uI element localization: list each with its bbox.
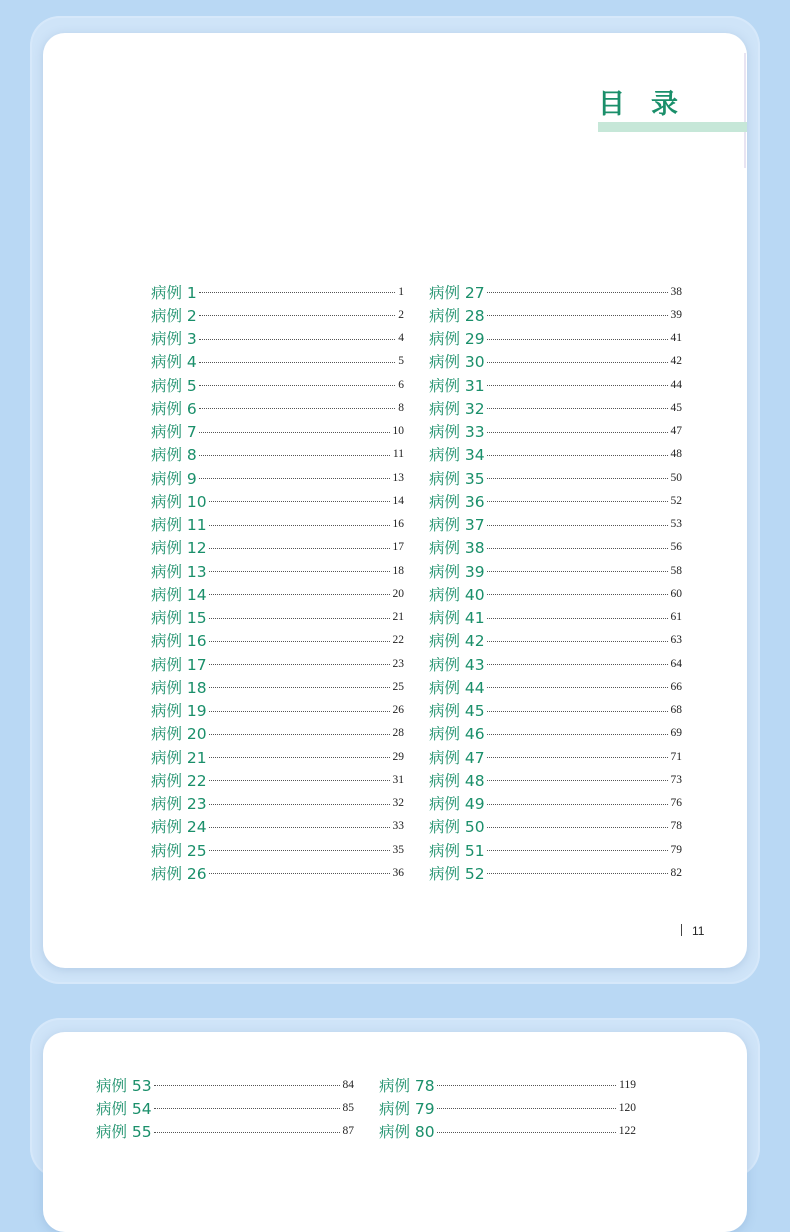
toc-entry-page: 60 xyxy=(670,587,682,600)
toc-entry xyxy=(429,489,682,512)
toc-entry-page: 73 xyxy=(670,773,682,786)
toc-entry-label: 病例 43 xyxy=(429,655,485,674)
toc-entry-label: 病例 19 xyxy=(151,702,207,720)
toc-entry-page: 56 xyxy=(670,541,682,554)
toc-entry xyxy=(151,675,404,698)
toc-entry-page: 18 xyxy=(392,564,404,577)
toc-entry-page: 84 xyxy=(342,1078,354,1091)
toc-leader-dots xyxy=(487,315,668,316)
toc-entry xyxy=(151,745,404,768)
toc-entry-label: 病例 30 xyxy=(429,353,485,372)
toc-entry xyxy=(429,838,682,861)
toc-entry xyxy=(429,303,682,326)
toc-entry xyxy=(429,536,682,559)
toc-entry-label: 病例 46 xyxy=(429,725,485,744)
toc-entry-page: 50 xyxy=(670,471,682,484)
toc-title-block xyxy=(598,88,747,138)
toc-entry-page: 69 xyxy=(670,727,682,740)
toc-entry-page: 68 xyxy=(670,704,682,716)
toc-entry xyxy=(379,1073,636,1096)
toc-leader-dots xyxy=(199,385,395,386)
toc-entry-label: 病例 4 xyxy=(151,353,197,372)
toc-entry xyxy=(429,745,682,768)
toc-entry xyxy=(151,536,404,559)
toc-entry-label: 病例 41 xyxy=(429,609,485,627)
toc-entry-page: 22 xyxy=(392,634,404,647)
toc-entry-page: 11 xyxy=(392,448,404,461)
toc-entry-page: 6 xyxy=(398,378,404,391)
toc-entry xyxy=(151,768,404,791)
toc-entry-page: 32 xyxy=(392,797,404,809)
toc-entry-page: 41 xyxy=(670,332,682,344)
toc-entry-page: 52 xyxy=(670,494,682,507)
toc-entry-page: 45 xyxy=(670,401,682,414)
toc-entry xyxy=(429,559,682,582)
toc-entry xyxy=(151,489,404,512)
toc-entry xyxy=(429,513,682,536)
toc-entry xyxy=(429,629,682,652)
toc-entry-label: 病例 16 xyxy=(151,632,207,651)
toc-entry-label: 病例 32 xyxy=(429,399,485,418)
toc-leader-dots xyxy=(437,1132,616,1133)
page-title: 目录 xyxy=(598,89,704,120)
toc-entry xyxy=(429,861,682,884)
toc-entry-page: 53 xyxy=(670,518,682,530)
toc-entry-label: 病例 9 xyxy=(151,469,197,488)
toc-entry-label: 病例 27 xyxy=(429,283,485,302)
page-frame-bottom xyxy=(30,1018,760,1178)
toc-entry xyxy=(429,792,682,815)
toc-entry xyxy=(151,559,404,582)
toc-entry-page: 25 xyxy=(392,680,404,693)
toc-entry-page: 39 xyxy=(670,308,682,321)
toc-entry-page: 1 xyxy=(398,285,404,298)
toc-entry-label: 病例 6 xyxy=(151,399,197,418)
toc-entry-label: 病例 18 xyxy=(151,678,207,697)
toc-leader-dots xyxy=(487,339,668,340)
toc-entry-label: 病例 26 xyxy=(151,864,207,883)
toc-entry-label: 病例 33 xyxy=(429,423,485,441)
toc-entry-label: 病例 35 xyxy=(429,469,485,488)
toc-leader-dots xyxy=(199,315,395,316)
toc-entry-label: 病例 1 xyxy=(151,283,197,302)
toc-leader-dots xyxy=(154,1085,340,1086)
toc-leader-dots xyxy=(487,548,668,549)
toc-entry xyxy=(151,396,404,419)
toc-entry xyxy=(151,513,404,536)
toc-entry-page: 16 xyxy=(392,518,404,530)
toc-entry xyxy=(151,350,404,373)
toc-entry-page: 82 xyxy=(670,866,682,879)
toc-leader-dots xyxy=(487,641,668,642)
toc-leader-dots xyxy=(209,711,390,712)
toc-entry-label: 病例 37 xyxy=(429,516,485,534)
toc-leader-dots xyxy=(209,594,390,595)
toc-leader-dots xyxy=(199,292,395,293)
toc-entry xyxy=(379,1096,636,1119)
toc-entry-label: 病例 8 xyxy=(151,446,197,465)
toc-entry-label: 病例 48 xyxy=(429,771,485,790)
toc-leader-dots xyxy=(437,1108,616,1109)
toc-entry-label: 病例 79 xyxy=(379,1099,435,1118)
toc-entry-label: 病例 7 xyxy=(151,423,197,441)
toc-entry-page: 5 xyxy=(398,355,404,368)
toc-leader-dots xyxy=(199,432,390,433)
toc-entry xyxy=(429,373,682,396)
toc-leader-dots xyxy=(487,618,668,619)
toc-leader-dots xyxy=(209,548,390,549)
toc-leader-dots xyxy=(209,780,390,781)
toc-leader-dots xyxy=(487,571,668,572)
toc-leader-dots xyxy=(199,455,390,456)
toc-entry-label: 病例 34 xyxy=(429,446,485,465)
toc-entry-label: 病例 12 xyxy=(151,539,207,558)
toc-leader-dots xyxy=(487,827,668,828)
toc-entry-page: 4 xyxy=(398,332,404,344)
toc-leader-dots xyxy=(437,1085,617,1086)
toc-entry xyxy=(151,303,404,326)
toc-entry-label: 病例 55 xyxy=(96,1123,152,1141)
toc-entry-label: 病例 3 xyxy=(151,330,197,348)
toc-entry-label: 病例 28 xyxy=(429,306,485,325)
toc-leader-dots xyxy=(487,432,668,433)
toc-entry-page: 31 xyxy=(392,773,404,786)
toc-entry xyxy=(151,652,404,675)
toc-leader-dots xyxy=(487,501,668,502)
toc-leader-dots xyxy=(209,641,390,642)
toc-entry xyxy=(151,838,404,861)
toc-entry-page: 78 xyxy=(670,820,682,833)
toc-entry-page: 87 xyxy=(342,1125,354,1137)
toc-entry-page: 14 xyxy=(392,494,404,507)
toc-leader-dots xyxy=(487,664,668,665)
toc-entry xyxy=(429,606,682,629)
toc-entry xyxy=(429,722,682,745)
toc-entry-label: 病例 23 xyxy=(151,795,207,813)
toc-entry xyxy=(96,1120,354,1143)
toc-entry xyxy=(429,815,682,838)
toc-entry-label: 病例 52 xyxy=(429,864,485,883)
toc-leader-dots xyxy=(487,711,668,712)
toc-entry-page: 38 xyxy=(670,285,682,298)
toc-entry-page: 20 xyxy=(392,587,404,600)
toc-entry-label: 病例 14 xyxy=(151,585,207,604)
toc-page xyxy=(43,33,747,968)
folio-separator xyxy=(681,924,682,936)
toc-entry-label: 病例 45 xyxy=(429,702,485,720)
toc-entry-label: 病例 25 xyxy=(151,841,207,860)
toc-leader-dots xyxy=(199,339,395,340)
toc-entry xyxy=(429,466,682,489)
toc-entry xyxy=(151,280,404,303)
toc-leader-dots xyxy=(209,687,390,688)
toc-entry xyxy=(429,582,682,605)
toc-entry-label: 病例 10 xyxy=(151,492,207,511)
toc-entry-label: 病例 17 xyxy=(151,655,207,674)
toc-entry xyxy=(151,699,404,722)
toc-entry-page: 79 xyxy=(670,843,682,856)
toc-entry-page: 47 xyxy=(670,425,682,437)
toc-entry-page: 23 xyxy=(392,657,404,670)
toc-leader-dots xyxy=(487,757,668,758)
toc-entry-label: 病例 5 xyxy=(151,376,197,395)
toc-leader-dots xyxy=(209,850,390,851)
toc-entry xyxy=(429,699,682,722)
toc-entry-label: 病例 11 xyxy=(151,516,207,534)
toc-page-next xyxy=(43,1032,747,1232)
toc-entry-label: 病例 20 xyxy=(151,725,207,744)
toc-entry xyxy=(379,1120,636,1143)
toc-leader-dots xyxy=(487,873,668,874)
toc-leader-dots xyxy=(209,757,390,758)
toc-leader-dots xyxy=(209,804,390,805)
toc-entry-label: 病例 39 xyxy=(429,562,485,581)
toc-entry-page: 44 xyxy=(670,378,682,391)
toc-entry xyxy=(151,861,404,884)
toc-leader-dots xyxy=(209,571,390,572)
toc-entry-page: 120 xyxy=(618,1101,636,1114)
toc-entry-page: 85 xyxy=(342,1101,354,1114)
toc-entry xyxy=(429,652,682,675)
toc-entry xyxy=(429,768,682,791)
toc-entry-page: 42 xyxy=(670,355,682,368)
toc-entry xyxy=(151,466,404,489)
toc-leader-dots xyxy=(154,1132,340,1133)
toc-entry xyxy=(151,629,404,652)
toc-leader-dots xyxy=(487,478,668,479)
toc-leader-dots xyxy=(487,525,668,526)
toc-leader-dots xyxy=(487,687,668,688)
toc-leader-dots xyxy=(209,827,390,828)
toc-entry-page: 71 xyxy=(670,750,682,763)
toc-entry xyxy=(429,420,682,443)
toc-entry-label: 病例 21 xyxy=(151,748,207,767)
toc-entry xyxy=(151,373,404,396)
toc-entry-page: 13 xyxy=(392,471,404,484)
toc-entry xyxy=(429,675,682,698)
toc-leader-dots xyxy=(209,734,390,735)
toc-entry-page: 8 xyxy=(398,401,404,414)
toc-entry-label: 病例 15 xyxy=(151,609,207,627)
toc-entry xyxy=(429,280,682,303)
toc-leader-dots xyxy=(209,664,390,665)
toc-entry xyxy=(151,606,404,629)
toc-entry-label: 病例 22 xyxy=(151,771,207,790)
toc-entry-label: 病例 53 xyxy=(96,1076,152,1095)
toc-entry-label: 病例 24 xyxy=(151,818,207,837)
title-underline-bar xyxy=(598,122,747,132)
toc-entry xyxy=(96,1096,354,1119)
toc-entry xyxy=(151,420,404,443)
page-frame-top xyxy=(30,16,760,984)
toc-leader-dots xyxy=(209,873,390,874)
toc-entry-label: 病例 78 xyxy=(379,1076,435,1095)
toc-entry-page: 119 xyxy=(619,1078,636,1091)
toc-entry-label: 病例 51 xyxy=(429,841,485,860)
toc-entry-page: 28 xyxy=(392,727,404,740)
toc-entry-label: 病例 38 xyxy=(429,539,485,558)
toc-entry xyxy=(151,582,404,605)
toc-leader-dots xyxy=(199,478,390,479)
toc-entry-label: 病例 2 xyxy=(151,306,197,325)
toc-entry-page: 48 xyxy=(670,448,682,461)
page-number xyxy=(681,924,704,938)
toc-entry xyxy=(96,1073,354,1096)
toc-entry xyxy=(429,443,682,466)
toc-entry-label: 病例 29 xyxy=(429,330,485,348)
toc-leader-dots xyxy=(487,455,668,456)
toc-entry-page: 61 xyxy=(670,611,682,623)
toc-leader-dots xyxy=(487,850,668,851)
toc-entry-page: 58 xyxy=(670,564,682,577)
toc-entry xyxy=(151,792,404,815)
toc-entry-label: 病例 49 xyxy=(429,795,485,813)
toc-entry-label: 病例 44 xyxy=(429,678,485,697)
toc-entry-label: 病例 36 xyxy=(429,492,485,511)
toc-leader-dots xyxy=(487,385,668,386)
toc-entry xyxy=(151,443,404,466)
toc-entry xyxy=(429,350,682,373)
toc-leader-dots xyxy=(154,1108,340,1109)
toc-entry xyxy=(151,722,404,745)
toc-entry-page: 122 xyxy=(618,1125,636,1137)
toc-entry-label: 病例 13 xyxy=(151,562,207,581)
toc-entry-label: 病例 42 xyxy=(429,632,485,651)
toc-leader-dots xyxy=(487,408,668,409)
toc-leader-dots xyxy=(209,501,390,502)
toc-leader-dots xyxy=(199,408,395,409)
toc-leader-dots xyxy=(199,362,395,363)
toc-entry-page: 10 xyxy=(392,425,404,437)
toc-leader-dots xyxy=(487,804,668,805)
toc-entry-label: 病例 40 xyxy=(429,585,485,604)
toc-entry-page: 64 xyxy=(670,657,682,670)
toc-entry-label: 病例 54 xyxy=(96,1099,152,1118)
toc-leader-dots xyxy=(209,525,390,526)
toc-leader-dots xyxy=(209,618,390,619)
toc-entry-page: 26 xyxy=(392,704,404,716)
folio-number: 11 xyxy=(692,924,705,938)
toc-entry xyxy=(151,327,404,350)
toc-entry-page: 76 xyxy=(670,797,682,809)
toc-entry-page: 17 xyxy=(392,541,404,554)
toc-entry xyxy=(429,327,682,350)
toc-leader-dots xyxy=(487,780,668,781)
toc-entry-label: 病例 80 xyxy=(379,1123,435,1141)
toc-entry-label: 病例 50 xyxy=(429,818,485,837)
toc-entry-page: 63 xyxy=(670,634,682,647)
toc-entry-page: 66 xyxy=(670,680,682,693)
toc-leader-dots xyxy=(487,362,668,363)
toc-entry-page: 29 xyxy=(392,750,404,763)
toc-entry-page: 36 xyxy=(392,866,404,879)
toc-entry xyxy=(151,815,404,838)
toc-leader-dots xyxy=(487,734,668,735)
toc-leader-dots xyxy=(487,594,668,595)
toc-entry-page: 33 xyxy=(392,820,404,833)
toc-entry-page: 35 xyxy=(392,843,404,856)
toc-entry-label: 病例 47 xyxy=(429,748,485,767)
toc-entry xyxy=(429,396,682,419)
toc-entry-page: 2 xyxy=(398,308,404,321)
toc-leader-dots xyxy=(487,292,668,293)
toc-entry-page: 21 xyxy=(392,611,404,623)
toc-entry-label: 病例 31 xyxy=(429,376,485,395)
